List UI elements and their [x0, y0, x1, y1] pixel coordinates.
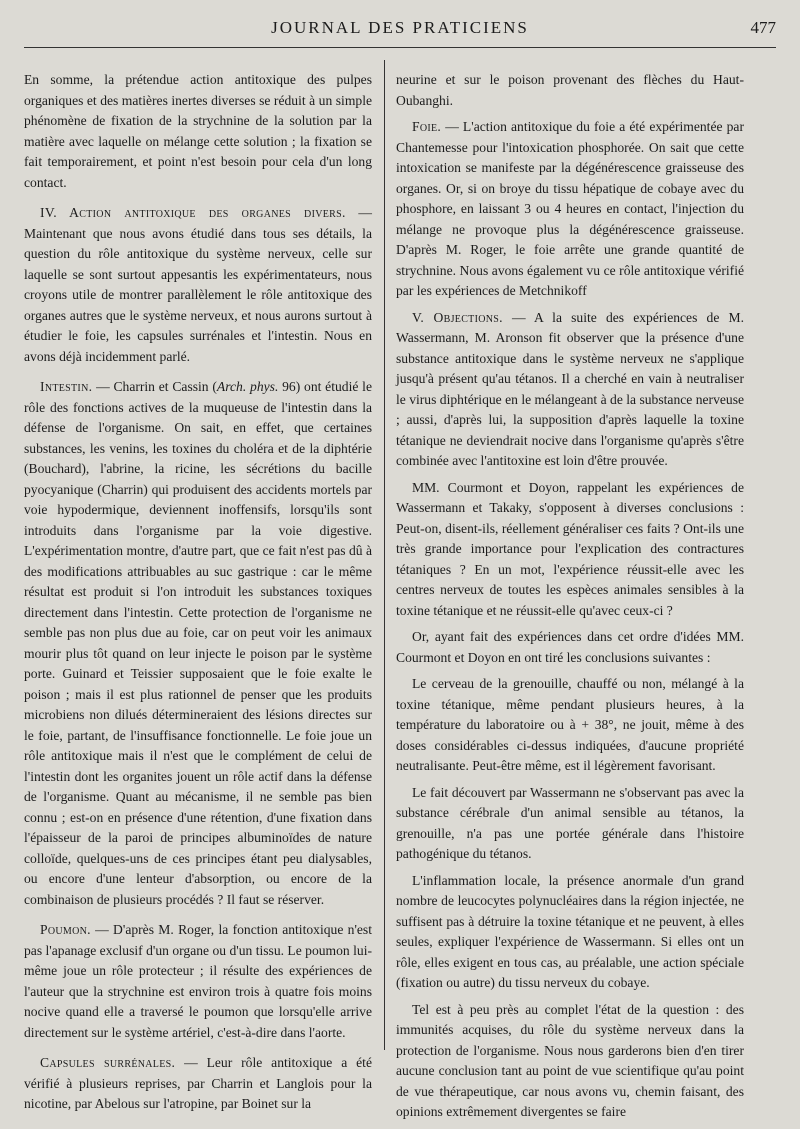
citation: Arch. phys.: [216, 379, 279, 394]
column-rule: [384, 60, 385, 1050]
paragraph: L'inflammation locale, la présence anormale d'un grand nombre de leucocytes polynucléaires dans la région injectée, ne suffisent pas à détruire la toxine tétanique et ne peuvent, à elles seules, expliquer l'expérience de Wassermann. Si elles ont un rôle, elles exigent en tous cas, au préalable, une action spéciale (fixation ou autre) du tissu nerveux du cobaye.: [396, 872, 744, 990]
left-column: [24, 70, 372, 1121]
paragraph: Or, ayant fait des expériences dans cet ordre d'idées MM. Courmont et Doyon en ont tiré les conclusions suivantes :: [396, 629, 744, 665]
paragraph-foie: Foie. — L'action antitoxique du foie a été expérimentée par Chantemesse pour l'intoxication phosphorée. On sait que cette intoxication se manifeste par la dégénérescence graisseuse des organes. Or, si on broye du tissu hépatique de cobaye avec du phosphore, en laissant 3 ou 4 heures en contact, l'injection du mélange ne provoque plus la dégénérescence graisseuse. D'après M. Roger, le foie arrête une grande quantité de strychnine. Nous avons également vu ce rôle antitoxique vérifié par les expériences de Metchnikoff: [396, 119, 744, 298]
section-heading: Foie.: [412, 119, 442, 134]
running-header: [24, 18, 776, 42]
page-number: 477: [750, 18, 776, 37]
paragraph-organes-divers: IV. Action antitoxique des organes divers. — Maintenant que nous avons étudié dans tous ses détails, la question du rôle antitoxique du système nerveux, celle sur laquelle se sont surtout appesantis les expérimentateurs, nous croyons utile de montrer parallèlement le rôle antitoxique des organes autres que le système nerveux, et nous aurons surtout à étudier le foie, les capsules surrénales et l'intestin. Nous en avons déjà incidemment parlé.: [24, 205, 373, 364]
header-rule: [24, 47, 776, 48]
paragraph: Tel est à peu près au complet l'état de la question : des immunités acquises, du rôle du système nerveux dans la protection de l'organisme. Nous nous garderons bien d'en tirer aucune conclusion tant au point de vue scientifique qu'au point de vue thérapeutique, car nous avons vu, chemin faisant, des opinions extrêmement divergentes se faire: [396, 1001, 744, 1119]
paragraph-poumon: Poumon. — D'après M. Roger, la fonction antitoxique n'est pas l'apanage exclusif d'un organe ou d'un tissu. Le poumon lui-même joue un rôle protecteur ; il résulte des expériences de l'auteur que la strychnine est environ trois à quatre fois moins nocive quand elle a traversé le poumon que lorsqu'elle arrive directement sur le système artériel, c'est-à-dire dans l'aorte.: [24, 922, 373, 1040]
section-heading: Intestin.: [40, 379, 93, 394]
section-heading: Capsules surrénales.: [40, 1055, 176, 1070]
paragraph-intestin: Intestin. — Charrin et Cassin (Arch. phys. 96) ont étudié le rôle des fonctions actives de la muqueuse de l'intestin dans la défense de l'organisme. On sait, en effet, que certaines substances, les venins, les toxines du choléra et de la diphtérie (Bouchard), l'abrine, la ricine, les sécrétions du bacille pyocyanique (Charrin) qui produisent des accidents mortels par voie hypodermique, deviennent inoffensifs, lorsqu'ils sont introduits dans l'organisme par la voie digestive. L'expérimentation montre, d'autre part, que ce fait n'est pas dû à des modifications attribuables au suc gastrique : car le même résultat est produit si l'on introduit les substances toxiques directement dans l'intestin. Cette protection de l'organisme ne semble pas non plus due au foie, car on peut voir les animaux mourir plus tôt quand on leur injecte le poison par le système porte. Guinard et Teissier supposaient que le foie exalte le poison ; mais il est plus rationnel de penser que les produits microbiens non dilués détermineraient des lésions directes sur le foie, partant, de l'insuffisance fonctionnelle. Le foie joue un rôle antitoxique mais il n'est que le complément de celui de l'intestin dont les organites jouent un rôle actif dans la défense de l'organisme. Quant au mécanisme, il ne semble pas bien connu ; est-on en présence d'une rétention, d'une fixation dans l'épaisseur de la paroi de principes albuminoïdes de nature colloïde, quelques-uns de ces principes étant peu dialysables, ou encore d'une lenteur d'absorption, ou encore de la combinaison de plusieurs procédés ? Il faut se réserver.: [24, 379, 372, 907]
section-heading: IV. Action antitoxique des organes divers.: [40, 205, 346, 220]
paragraph: MM. Courmont et Doyon, rappelant les expériences de Wassermann et Takaky, s'opposent à diverses conclusions : Peut-on, disent-ils, réellement généraliser ces faits ? Ont-ils une très grande importance pour l'explication des contractures tétaniques ? En un mot, l'expérience réussit-elle avec les centres nerveux de toutes les espèces animales sensibles à la toxine tétanique et ne réussit-elle qu'avec ceux-ci ?: [396, 479, 744, 618]
paragraph: Le fait découvert par Wassermann ne s'observant pas avec la substance cérébrale d'un animal sensible au tétanos, la grenouille, n'a pas une portée générale dans l'histoire pathogénique du tétanos.: [396, 784, 744, 861]
section-heading: Poumon.: [40, 922, 91, 937]
paragraph-objections: V. Objections. — A la suite des expériences de M. Wassermann, M. Aronson fit observer que la présence d'une substance antitoxique dans le système nerveux ne s'applique jusqu'à présent qu'au tétanos. Il a cherché en vain à neutraliser le virus diphtérique en le mélangeant à de la substance nerveuse ; aussi, d'après lui, la supposition d'après laquelle la toxine tétanique ne deviendrait nocive dans l'organisme qu'après s'être combinée avec l'antitoxine est loin d'être prouvée.: [396, 309, 745, 468]
paragraph-capsules: Capsules surrénales. — Leur rôle antitoxique a été vérifié à plusieurs reprises, par Charrin et Langlois pour la nicotine, par Abelous sur l'atropine, par Boinet sur la: [24, 1055, 372, 1111]
right-column: [396, 70, 744, 1129]
section-heading: V. Objections.: [412, 309, 503, 325]
paragraph: En somme, la prétendue action antitoxique des pulpes organiques et des matières inertes diverses se réduit à un simple phénomène de fixation de la strychnine de la solution par la matière avec laquelle on mélange cette solution ; la fixation se fait temporairement, et point n'est besoin pour cela d'un long contact.: [24, 72, 372, 190]
journal-title: JOURNAL DES PRATICIENS: [271, 18, 529, 37]
paragraph: Le cerveau de la grenouille, chauffé ou non, mélangé à la toxine tétanique, même pendant plusieurs heures, à la température du laboratoire ou à + 38°, ne jouit, même à des doses considérables ci-dessus indiquées, d'aucune propriété neutralisante. Peut-être même, est il légèrement favorisant.: [396, 676, 744, 773]
paragraph: neurine et sur le poison provenant des flèches du Haut-Oubanghi.: [396, 72, 744, 108]
